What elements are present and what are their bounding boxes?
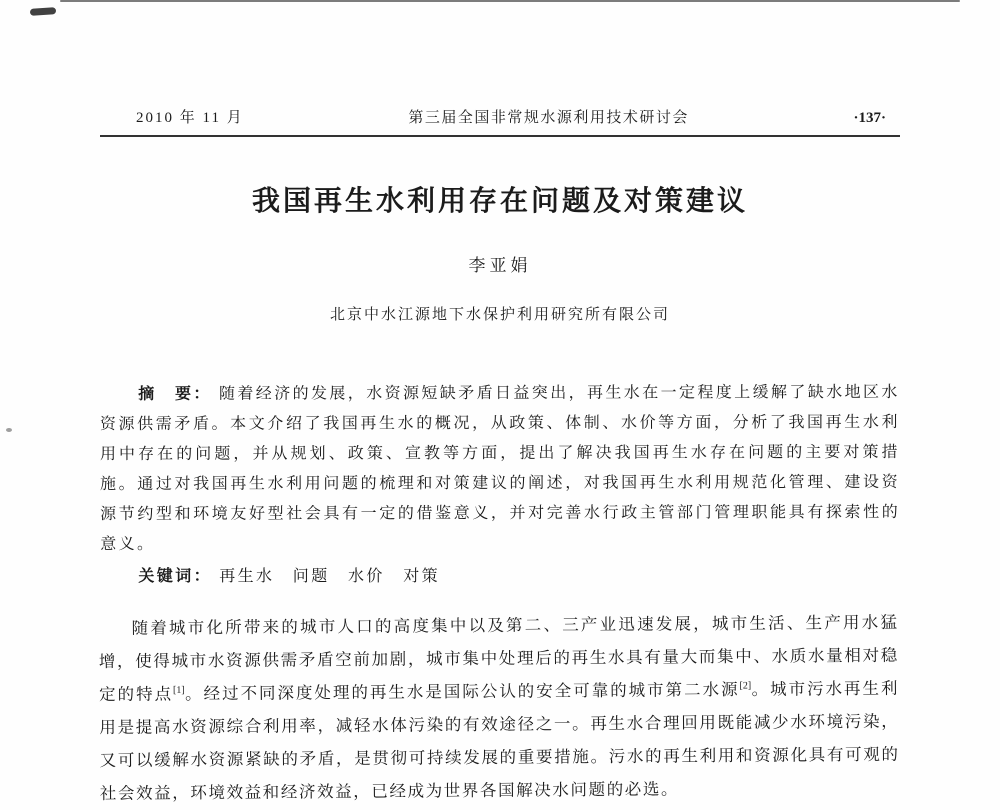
body-text-2: 。经过不同深度处理的再生水是国际公认的安全可靠的城市第二水源 [184, 679, 740, 704]
page-header [100, 0, 900, 127]
body-text-1: 随着城市化所带来的城市人口的高度集中以及第二、三产业迅速发展，城市生活、生产用水猛增，使得城市水资源供需矛盾空前加剧，城市集中处理后的再生水具有量大而集中、水质水量相对稳定的特点 [98, 612, 899, 705]
header-page-number: ·137· [853, 110, 886, 126]
keywords-label: 关键词： [138, 568, 212, 585]
citation-ref-1: [1] [172, 684, 185, 696]
keywords-text: 再生水 问题 水价 对策 [219, 568, 440, 585]
paper-title: 我国再生水利用存在问题及对策建议 [251, 185, 748, 216]
abstract-paragraph [100, 378, 900, 560]
header-conference-title: 第三届全国非常规水源利用技术研讨会 [408, 110, 689, 126]
scan-artifact-speck [6, 428, 12, 432]
body-paragraph [98, 606, 900, 810]
abstract-text: 随着经济的发展，水资源短缺矛盾日益突出，再生水在一定程度上缓解了缺水地区水资源供需矛盾。本文介绍了我国再生水的概况，从政策、体制、水价等方面，分析了我国再生水利用中存在的问题，并从规划、政策、宣教等方面，提出了解决我国再生水存在问题的主要对策措施。通过对我国再生水利用问题的梳理和对策建议的阐述，对我国再生水利用规范化管理、建设资源节约型和环境友好型社会具有一定的借鉴意义，并对完善水行政主管部门管理职能具有探索性的意义。 [99, 383, 901, 554]
header-date: 2010 年 11 月 [136, 110, 244, 126]
paper-page [98, 0, 901, 804]
header-divider [100, 135, 900, 137]
body-text-3: 。城市污水再生利用是提高水资源综合利用率，减轻水体污染的有效途径之一。再生水合理回用既能减少水环境污染，又可以缓解水资源紧缺的矛盾，是贯彻可持续发展的重要措施。污水的再生利用和资源化具有可观的社会效益，环境效益和经济效益，已经成为世界各国解决水问题的必选。 [99, 678, 900, 804]
abstract-label: 摘 要： [138, 385, 212, 403]
citation-ref-2: [2] [739, 680, 752, 692]
keywords-line [100, 562, 900, 592]
author-name: 李亚娟 [468, 256, 532, 275]
scan-artifact-corner-blob [30, 7, 56, 16]
author-affiliation: 北京中水江源地下水保护利用研究所有限公司 [329, 307, 670, 323]
